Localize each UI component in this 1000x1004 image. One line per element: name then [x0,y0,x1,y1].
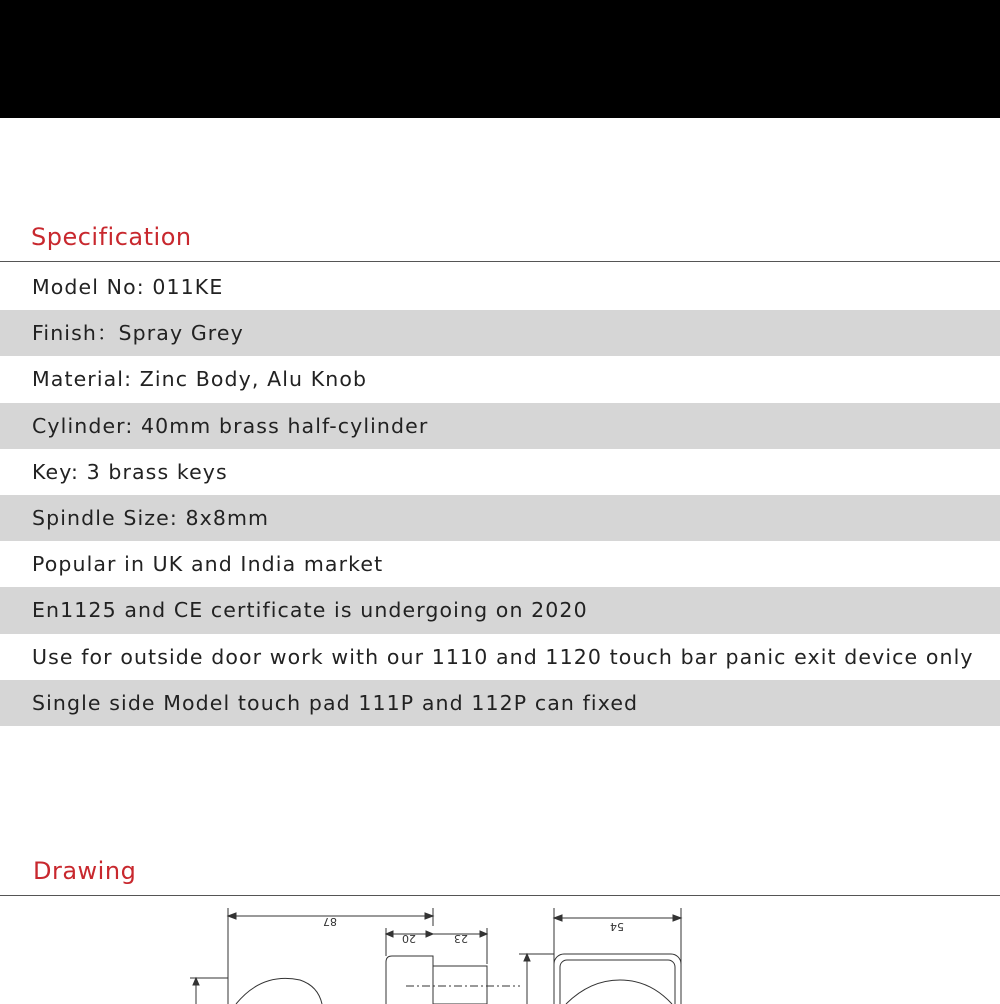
dimension-knob-depth: 20 [402,932,416,945]
drawing-heading: Drawing [33,857,137,885]
spec-row-model: Model No: 011KE [32,275,224,299]
spec-row-material: Material: Zinc Body, Alu Knob [32,367,368,392]
spec-row-market: Popular in UK and India market [32,552,384,577]
spec-row-finish: Finish：Spray Grey [0,310,1000,356]
spec-row-certificate: En1125 and CE certificate is undergoing on 2020 [0,587,1000,633]
spec-row-usage: Use for outside door work with our 1110 and 1120 touch bar panic exit device only [32,644,974,669]
specification-heading: Specification [31,223,192,251]
dimension-width: 54 [610,920,624,933]
spec-row-spindle: Spindle Size: 8x8mm [0,495,1000,541]
specification-divider [0,261,1000,262]
dimension-overall-length: 87 [323,915,337,928]
header-banner [0,0,1000,118]
spec-row-key: Key: 3 brass keys [32,459,228,484]
specification-list [0,264,1000,726]
spec-row-touch-pad: Single side Model touch pad 111P and 112P can fixed [0,680,1000,726]
spec-row-cylinder: Cylinder: 40mm brass half-cylinder [0,403,1000,449]
dimension-cylinder-length: 23 [454,932,468,945]
technical-drawing [0,896,1000,1004]
